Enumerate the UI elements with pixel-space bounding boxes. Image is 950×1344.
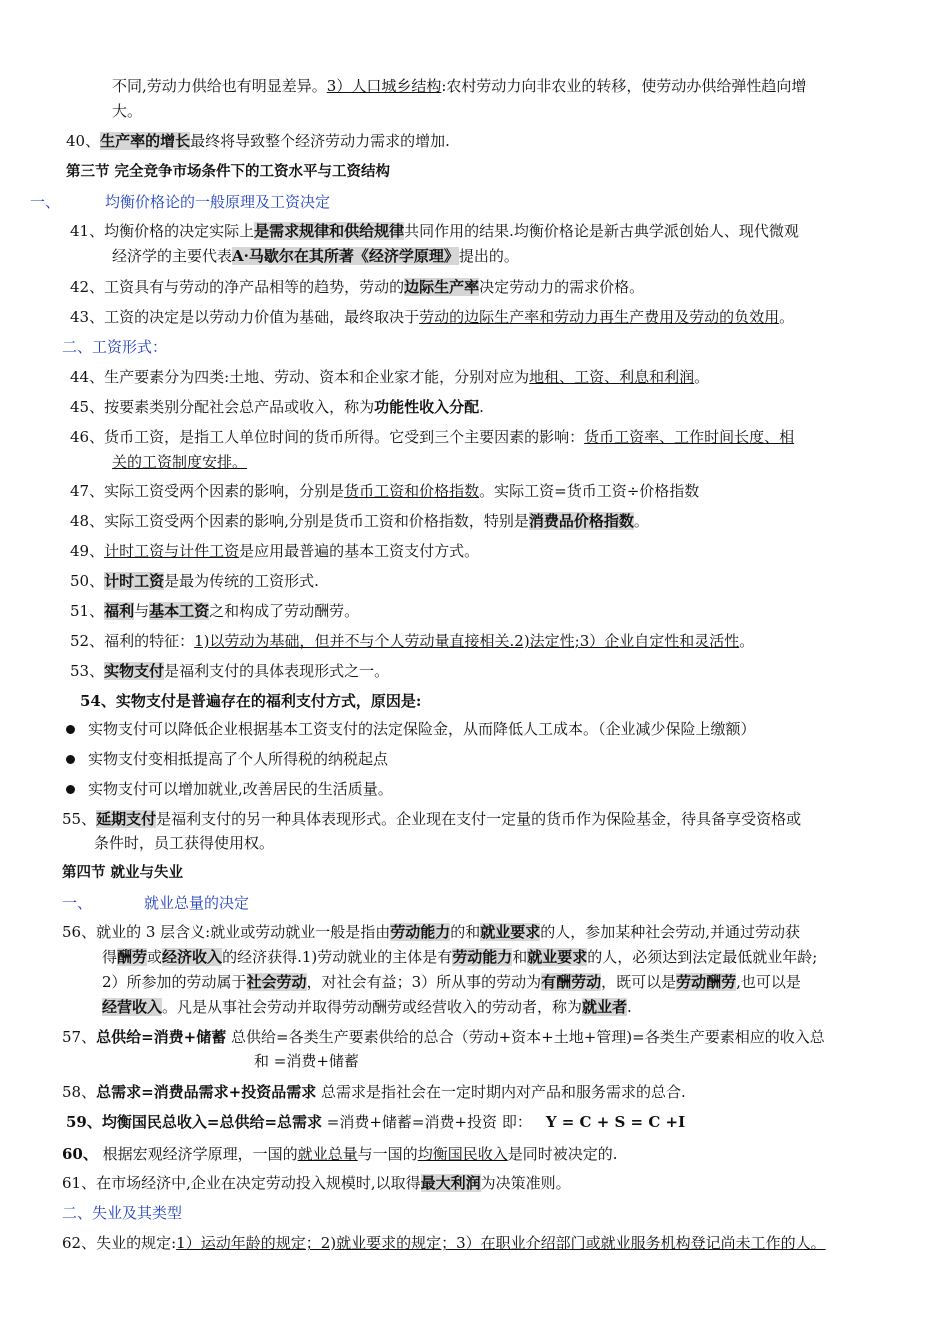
paragraph-60: 60、 根据宏观经济学原理，一国的就业总量与一国的均衡国民收入是同时被决定的.: [62, 1145, 618, 1163]
paragraph-56: 56、就业的 3 层含义:就业或劳动就业一般是指由劳动能力的和就业要求的人，参加某种社会劳动,并通过劳动获: [62, 923, 801, 941]
paragraph-45: 45、按要素类别分配社会总产品或收入，称为功能性收入分配.: [70, 398, 484, 416]
bullet-dot: [66, 755, 75, 764]
paragraph-58: 58、总需求=消费品需求+投资品需求 总需求是指社会在一定时期内对产品和服务需求的总合.: [62, 1083, 686, 1101]
paragraph-46: 46、货币工资，是指工人单位时间的货币所得。它受到三个主要因素的影响：货币工资率、工作时间长度、相: [70, 428, 795, 446]
equilibrium-formula: Y = C + S = C +I: [545, 1113, 686, 1131]
paragraph-48: 48、实际工资受两个因素的影响,分别是货币工资和价格指数，特别是消费品价格指数。: [70, 512, 649, 530]
paragraph-53: 53、实物支付是福利支付的具体表现形式之一。: [70, 662, 390, 680]
paragraph-57-line2: 和 =消费+储蓄: [254, 1052, 359, 1070]
paragraph-46-line2: 关的工资制度安排。: [112, 453, 248, 471]
bullet-dot: [66, 725, 75, 734]
paragraph-51: 51、福利与基本工资之和构成了劳动酬劳。: [70, 602, 360, 620]
paragraph-39-continued: 不同,劳动力供给也有明显差异。3）人口城乡结构:农村劳动力向非农业的转移，使劳动办供给弹性趋向增: [112, 77, 807, 95]
paragraph-41: 41、均衡价格的决定实际上是需求规律和供给规律共同作用的结果.均衡价格论是新古典学派创始人、现代微观: [70, 222, 799, 240]
paragraph-43: 43、工资的决定是以劳动力价值为基础，最终取决于劳动的边际生产率和劳动力再生产费用及劳动的负效用。: [70, 308, 795, 326]
paragraph-44: 44、生产要素分为四类:土地、劳动、资本和企业家才能，分别对应为地租、工资、利息和利润。: [70, 368, 710, 386]
bullet-item-3: 实物支付可以增加就业,改善居民的生活质量。: [88, 780, 393, 798]
paragraph-62: 62、失业的规定:1）运动年龄的规定；2)就业要求的规定；3）在职业介绍部门或就业服务机构登记尚未工作的人。: [62, 1234, 826, 1252]
paragraph-56-line4: 经营收入。凡是从事社会劳动并取得劳动酬劳或经营收入的劳动者，称为就业者.: [102, 998, 632, 1016]
paragraph-55-line2: 条件时，员工获得使用权。: [94, 834, 275, 852]
paragraph-55: 55、延期支付是福利支付的另一种具体表现形式。企业现在支付一定量的货币作为保险基金，待具备享受资格或: [62, 810, 802, 828]
paragraph-56-line2: 得酬劳或经济收入的经济获得.1)劳动就业的主体是有劳动能力和就业要求的人，必须达到法定最低就业年龄;: [102, 948, 818, 966]
paragraph-50: 50、计时工资是最为传统的工资形式.: [70, 572, 319, 590]
paragraph-59: 59、均衡国民总收入=总供给=总需求 =消费+储蓄=消费+投资 即： Y = C + S = C +I: [66, 1113, 686, 1131]
paragraph-61: 61、在市场经济中,企业在决定劳动投入规模时,以取得最大利润为决策准则。: [62, 1174, 571, 1192]
section-4-title: 第四节 就业与失业: [62, 865, 184, 881]
paragraph-49: 49、计时工资与计件工资是应用最普遍的基本工资支付方式。: [70, 542, 480, 560]
section-3-title: 第三节 完全竞争市场条件下的工资水平与工资结构: [66, 164, 391, 180]
bullet-dot: [66, 785, 75, 794]
subsection-2-heading: 二、工资形式：: [62, 338, 168, 356]
paragraph-41-line2: 经济学的主要代表A·马歇尔在其所著《经济学原理》提出的。: [112, 247, 519, 265]
paragraph-42: 42、工资具有与劳动的净产品相等的趋势，劳动的边际生产率决定劳动力的需求价格。: [70, 278, 645, 296]
paragraph-57: 57、总供给=消费+储蓄 总供给=各类生产要素供给的总合（劳动+资本+土地+管理)=各类生产要素相应的收入总: [62, 1028, 825, 1046]
subsection-1-heading: 一、 均衡价格论的一般原理及工资决定: [30, 193, 331, 211]
paragraph-54-title: 54、实物支付是普遍存在的福利支付方式，原因是:: [80, 692, 422, 710]
paragraph-52: 52、福利的特征：1)以劳动为基础，但并不与个人劳动量直接相关.2)法定性;3）企业自定性和灵活性。: [70, 632, 755, 650]
paragraph-56-line3: 2）所参加的劳动属于社会劳动，对社会有益；3）所从事的劳动为有酬劳动，既可以是劳动酬劳,也可以是: [102, 973, 801, 991]
subsection-3-heading: 一、 就业总量的决定: [62, 894, 250, 912]
paragraph-47: 47、实际工资受两个因素的影响，分别是货币工资和价格指数。实际工资=货币工资÷价格指数: [70, 482, 700, 500]
subsection-4-heading: 二、失业及其类型: [62, 1204, 183, 1222]
paragraph-39-continued-2: 大。: [112, 102, 143, 120]
paragraph-40: 40、生产率的增长最终将导致整个经济劳动力需求的增加.: [66, 132, 450, 150]
bullet-item-1: 实物支付可以降低企业根据基本工资支付的法定保险金，从而降低人工成本。（企业减少保险上缴额）: [88, 720, 756, 738]
bullet-item-2: 实物支付变相抵提高了个人所得税的纳税起点: [88, 750, 389, 768]
